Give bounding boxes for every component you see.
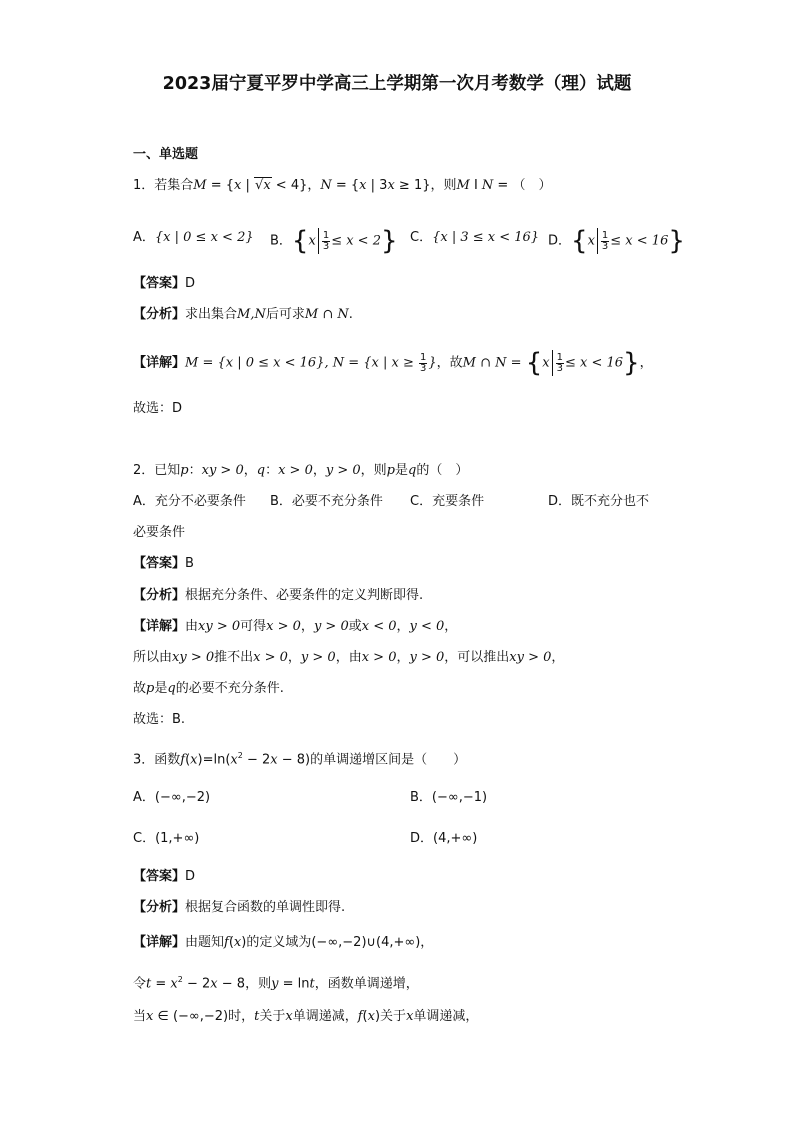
q1-option-b: B．{x $\frac{1}{3}$ ≤ x < 2} bbox=[270, 226, 398, 256]
q1-stem-text-b: ，则 bbox=[430, 178, 457, 193]
q2-answer: 【答案】B bbox=[133, 556, 194, 571]
q2-option-a: A．充分不必要条件 bbox=[133, 494, 246, 509]
q1-answer: 【答案】D bbox=[133, 276, 196, 291]
q2-option-b: B．必要不充分条件 bbox=[270, 494, 383, 509]
q1-option-d: D．{x $\frac{1}{3}$ ≤ x < 16} bbox=[548, 226, 685, 256]
section-heading-single-choice: 一、单选题 bbox=[133, 147, 199, 162]
q2-analysis: 【分析】根据充分条件、必要条件的定义判断即得. bbox=[133, 588, 424, 603]
q2-conclusion: 故选：B. bbox=[133, 712, 186, 727]
q2-option-d: D．既不充分也不 bbox=[548, 494, 650, 509]
q3-option-c: C．(1,+∞) bbox=[133, 831, 200, 846]
q3-answer: 【答案】D bbox=[133, 869, 196, 884]
q2-stem: 2．已知p：xy > 0，q：x > 0，y > 0，则p是q的（ ） bbox=[133, 463, 469, 478]
q3-option-b: B．(−∞,−1) bbox=[410, 790, 488, 805]
q1-conclusion: 故选：D bbox=[133, 401, 183, 416]
q1-stem-text-a: 1．若集合 bbox=[133, 178, 194, 193]
q1-stem-text-c: （ ） bbox=[512, 178, 552, 193]
q2-detail-line2: 所以由xy > 0推不出x > 0，y > 0，由x > 0，y > 0，可以推出xy > 0， bbox=[133, 650, 565, 665]
q2-detail: 【详解】由xy > 0可得x > 0，y > 0或x < 0，y < 0， bbox=[133, 619, 458, 634]
q3-detail-line2: 令$t = x^2 - 2x - 8$，则y = lnt，函数单调递增， bbox=[133, 975, 419, 992]
q3-answer-value: D bbox=[185, 869, 196, 884]
page-title: 2023届宁夏平罗中学高三上学期第一次月考数学（理）试题 bbox=[162, 74, 632, 94]
q1-stem: 1．若集合M = {x | √x < 4}，N = {x | 3x ≥ 1}，则M I N = （ ） bbox=[133, 178, 552, 193]
q1-answer-value: D bbox=[185, 276, 196, 291]
q3-option-a: A．(−∞,−2) bbox=[133, 790, 211, 805]
q3-detail-line3: 当x ∈ (−∞,−2)时，t关于x单调递减，f(x)关于x单调递减， bbox=[133, 1009, 479, 1024]
q2-detail-line3: 故p是q的必要不充分条件. bbox=[133, 681, 284, 696]
q1-set-m: M bbox=[193, 178, 207, 193]
q1-analysis: 【分析】求出集合M,N后可求M ∩ N. bbox=[133, 307, 353, 322]
q3-stem: 3．函数$f(x)=\ln(x^2 - 2x - 8)$的单调递增区间是（ ） bbox=[133, 751, 467, 768]
q2-option-d-wrap: 必要条件 bbox=[133, 525, 186, 540]
q1-detail: 【详解】M = {x | 0 ≤ x < 16}, N = {x | x ≥ $\frac{1}{3}$ }，故M ∩ N = {x $\frac{1}{3}$ ≤ x < 16}， bbox=[133, 348, 653, 378]
q1-option-c: C．{x | 3 ≤ x < 16} bbox=[410, 230, 540, 245]
q3-option-d: D．(4,+∞) bbox=[410, 831, 478, 846]
q1-option-a: A．{x | 0 ≤ x < 2} bbox=[133, 230, 254, 245]
q2-option-c: C．充要条件 bbox=[410, 494, 485, 509]
q2-answer-value: B bbox=[185, 556, 194, 571]
q3-detail: 【详解】由题知f(x)的定义域为(−∞,−2)∪(4,+∞)， bbox=[133, 935, 434, 950]
q3-analysis: 【分析】根据复合函数的单调性即得. bbox=[133, 900, 346, 915]
